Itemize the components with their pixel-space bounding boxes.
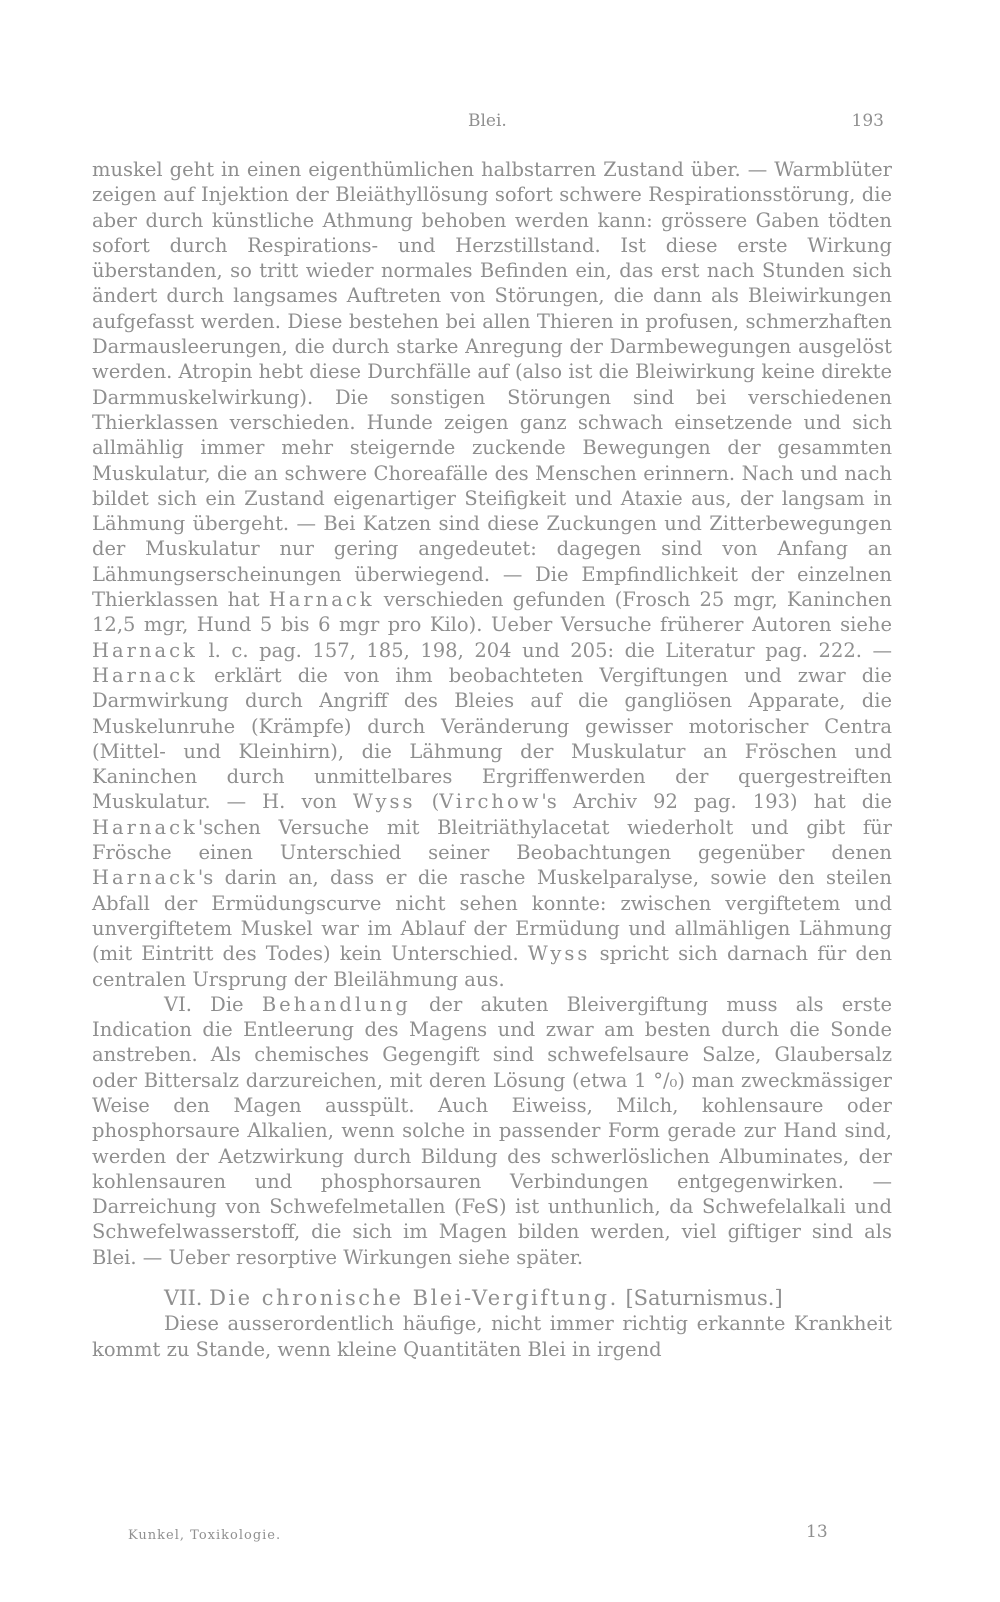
text-run: l. c. pag. 157, 185, 198, 204 und 205: die Literatur pag. 222. — xyxy=(208,638,893,662)
paragraph-chronic xyxy=(92,1311,892,1362)
signature-mark: 13 xyxy=(806,1522,828,1542)
text-run: erklärt die von ihm beobachteten Vergiftungen und zwar die Darmwirkung durch Angriff des Bleies auf die gangliösen Apparate, die Muskelunruhe (Krämpfe) durch Veränderung gewisser motorischer Centra (Mittel- und Kleinhirn), die Lähmung der Muskulatur an Fröschen und Kaninchen durch unmittelbares Ergriffenwerden der quergestreiften Muskulatur. — H. von xyxy=(92,663,892,814)
author-name: Harnack xyxy=(92,866,198,890)
text-run: ( xyxy=(431,790,440,814)
text-run: VI. Die xyxy=(164,992,244,1016)
author-name: Harnack xyxy=(92,663,198,687)
text-run: spricht sich darnach für den centralen Ursprung der Bleilähmung aus. xyxy=(92,942,893,991)
text-run: 's Archiv 92 pag. 193) hat die xyxy=(541,790,893,814)
author-name: Harnack xyxy=(92,815,198,839)
heading-title: Die chronische Blei-Vergiftung. xyxy=(209,1286,619,1311)
body-text xyxy=(92,157,892,1362)
author-name: Wyss xyxy=(352,790,416,814)
paragraph-treatment xyxy=(92,992,892,1270)
running-head xyxy=(0,107,1000,135)
text-run: muskel geht in einen eigenthümlichen halbstarren Zustand über. — Warmblüter zeigen auf Injektion der Bleiäthyllösung sofort schwere Respirationsstörung, die aber durch künstliche Athmung behoben werden kann: grössere Gaben tödten sofort durch Respirations- und Herzstillstand. Ist diese erste Wirkung überstanden, so tritt wieder normales Befinden ein, das erst nach Stunden sich ändert durch langsames Auftreten von Störungen, die dann als Bleiwirkungen aufgefasst werden. Diese bestehen bei allen Thieren in profusen, schmerzhaften Darmausleerungen, die durch starke Anregung der Darmbewegungen ausgelöst werden. Atropin hebt diese Durchfälle auf (also ist die Bleiwirkung keine direkte Darmmuskelwirkung). Die sonstigen Störungen sind bei verschiedenen Thierklassen verschieden. Hunde zeigen ganz schwach einsetzende und sich allmählig immer mehr steigernde zuckende Bewegungen der gesammten Muskulatur, die an schwere Choreafälle des Menschen erinnern. Nach und nach bildet sich ein Zustand eigenartiger Steifigkeit und Ataxie aus, der langsam in Lähmung übergeht. — Bei Katzen sind diese Zuckungen und Zitterbewegungen der Muskulatur nur gering angedeutet: dagegen sind von Anfang an Lähmungserscheinungen überwiegend. — Die Empfindlichkeit der einzelnen Thierklassen hat xyxy=(92,158,892,612)
running-title: Blei. xyxy=(468,111,507,131)
text-run: verschieden gefunden (Frosch 25 mgr, Kaninchen 12,5 mgr, Hund 5 bis 6 mgr pro Kilo). Ueber Versuche früherer Autoren siehe xyxy=(92,588,892,637)
text-run: der akuten Bleivergiftung muss als erste Indication die Entleerung des Magens und zwar am besten durch die Sonde anstreben. Als chemisches Gegengift sind schwefelsaure Salze, Glaubersalz oder Bittersalz darzureichen, mit deren Lösung (etwa 1 °/₀) man zweckmässiger Weise den Magen ausspült. Auch Eiweiss, Milch, kohlensaure oder phosphorsaure Alkalien, wenn solche in passender Form gerade zur Hand sind, werden der Aetzwirkung durch Bildung des schwerlöslichen Albuminates, der kohlensauren und phosphorsauren Verbindungen entgegenwirken. — Darreichung von Schwefelmetallen (FeS) ist unthunlich, da Schwefelalkali und Schwefelwasserstoff, die sich im Magen bilden werden, viel giftiger sind als Blei. — Ueber resorptive Wirkungen siehe später. xyxy=(92,992,893,1269)
section-heading xyxy=(92,1286,892,1311)
paragraph-lead-effects xyxy=(92,157,892,992)
text-run: Diese ausserordentlich häufige, nicht immer richtig erkannte Krankheit kommt zu Stande, wenn kleine Quantitäten Blei in irgend xyxy=(92,1312,892,1361)
author-name: Harnack xyxy=(268,588,375,612)
page-footer xyxy=(0,1522,1000,1546)
author-name: Wyss xyxy=(527,942,591,966)
author-name: Harnack xyxy=(92,638,198,662)
author-name: Virchow xyxy=(439,790,542,814)
heading-number: VII. xyxy=(164,1286,203,1311)
heading-note: [Saturnismus.] xyxy=(625,1286,783,1311)
text-run: 'schen Versuche mit Bleitriäthylacetat wiederholt und gibt für Frösche einen Unterschied seiner Beobachtungen gegenüber denen xyxy=(92,815,892,865)
page-number: 193 xyxy=(851,111,884,131)
footer-author: Kunkel, Toxikologie. xyxy=(128,1528,282,1543)
spaced-term: Behandlung xyxy=(261,992,411,1016)
text-run: 's darin an, dass er die rasche Muskelparalyse, sowie den steilen Abfall der Ermüdungscurve nicht sehen konnte: zwischen vergiftetem und unvergiftetem Muskel war im Ablauf der Ermüdung und allmähligen Lähmung (mit Eintritt des Todes) kein Unterschied. xyxy=(92,866,892,966)
